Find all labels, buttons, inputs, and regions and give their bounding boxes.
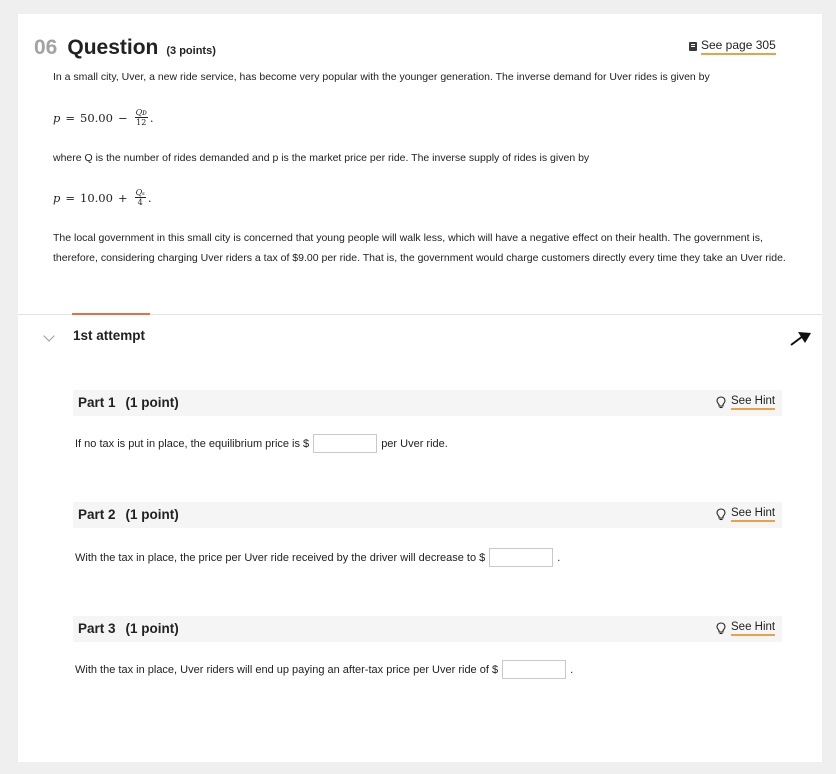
part-1-suffix: per Uver ride. xyxy=(381,437,448,450)
demand-equation xyxy=(53,108,154,127)
lightbulb-icon xyxy=(716,396,726,409)
demand-equals: = xyxy=(65,110,76,125)
question-header xyxy=(34,36,216,60)
part-3-label: Part 3 xyxy=(78,621,116,636)
demand-lhs: p xyxy=(53,110,61,125)
supply-fraction xyxy=(135,188,146,207)
demand-operator: − xyxy=(117,110,128,125)
question-label: Question xyxy=(67,36,159,59)
part-3-question xyxy=(75,660,573,679)
attempt-tab-accent xyxy=(72,313,150,315)
question-points: (3 points) xyxy=(166,45,216,57)
part-1-answer-input[interactable] xyxy=(313,434,377,453)
demand-denominator: 12 xyxy=(136,118,147,127)
lightbulb-icon xyxy=(716,508,726,521)
supply-numerator: Qₛ xyxy=(135,188,145,197)
supply-denominator: 4 xyxy=(137,198,143,207)
question-card xyxy=(18,14,822,762)
part-3-suffix: . xyxy=(570,663,574,676)
part-1-title xyxy=(78,395,179,410)
part-2-points: (1 point) xyxy=(125,507,179,522)
supply-equation xyxy=(53,188,152,207)
see-page-link[interactable] xyxy=(689,38,776,55)
part-2-hint-link[interactable] xyxy=(716,507,775,522)
part-1-label: Part 1 xyxy=(78,395,116,410)
part-3-title xyxy=(78,621,179,636)
see-page-label: See page 305 xyxy=(701,38,776,55)
question-middle: where Q is the number of rides demanded and p is the market price per ride. The inverse supply of rides is given by xyxy=(53,152,590,164)
part-2-title xyxy=(78,507,179,522)
book-icon xyxy=(689,42,697,51)
part-2-hint-label: See Hint xyxy=(731,507,775,522)
lightbulb-icon xyxy=(716,622,726,635)
part-1-header xyxy=(73,390,782,416)
part-2-label: Part 2 xyxy=(78,507,116,522)
supply-lhs: p xyxy=(53,190,61,205)
part-2-header xyxy=(73,502,782,528)
demand-period: . xyxy=(149,110,154,125)
supply-equals: = xyxy=(65,190,76,205)
part-2-prompt: With the tax in place, the price per Uver ride received by the driver will decrease to $ xyxy=(75,551,486,564)
part-1-hint-label: See Hint xyxy=(731,395,775,410)
part-3-points: (1 point) xyxy=(125,621,179,636)
attempt-label[interactable]: 1st attempt xyxy=(73,328,146,343)
part-1-question xyxy=(75,434,448,453)
part-3-answer-input[interactable] xyxy=(502,660,566,679)
part-3-prompt: With the tax in place, Uver riders will end up paying an after-tax price per Uver ride of $ xyxy=(75,663,499,676)
part-2-question xyxy=(75,548,560,567)
demand-numerator: Qᴅ xyxy=(135,108,147,117)
part-1-prompt: If no tax is put in place, the equilibrium price is $ xyxy=(75,437,310,450)
question-intro: In a small city, Uver, a new ride service, has become very popular with the younger generation. The inverse demand for Uver rides is given by xyxy=(53,71,710,83)
demand-constant: 50.00 xyxy=(80,110,113,125)
supply-operator: + xyxy=(117,190,128,205)
part-3-hint-link[interactable] xyxy=(716,621,775,636)
part-1-hint-link[interactable] xyxy=(716,395,775,410)
question-number: 06 xyxy=(34,36,58,59)
part-1-points: (1 point) xyxy=(125,395,179,410)
question-closing: The local government in this small city is concerned that young people will walk less, which will have a negative effect on their health. The government is, therefore, considering charging Uver riders a tax of $9.00 per ride. That is, the government would charge customers directly every time they take an Uver ride. xyxy=(53,232,786,264)
part-2-suffix: . xyxy=(557,551,561,564)
supply-period: . xyxy=(147,190,152,205)
supply-constant: 10.00 xyxy=(80,190,113,205)
part-2-answer-input[interactable] xyxy=(489,548,553,567)
arrow-up-right-icon[interactable] xyxy=(789,329,813,347)
chevron-down-icon[interactable] xyxy=(43,330,54,341)
part-3-hint-label: See Hint xyxy=(731,621,775,636)
demand-fraction xyxy=(135,108,148,127)
part-3-header xyxy=(73,616,782,642)
